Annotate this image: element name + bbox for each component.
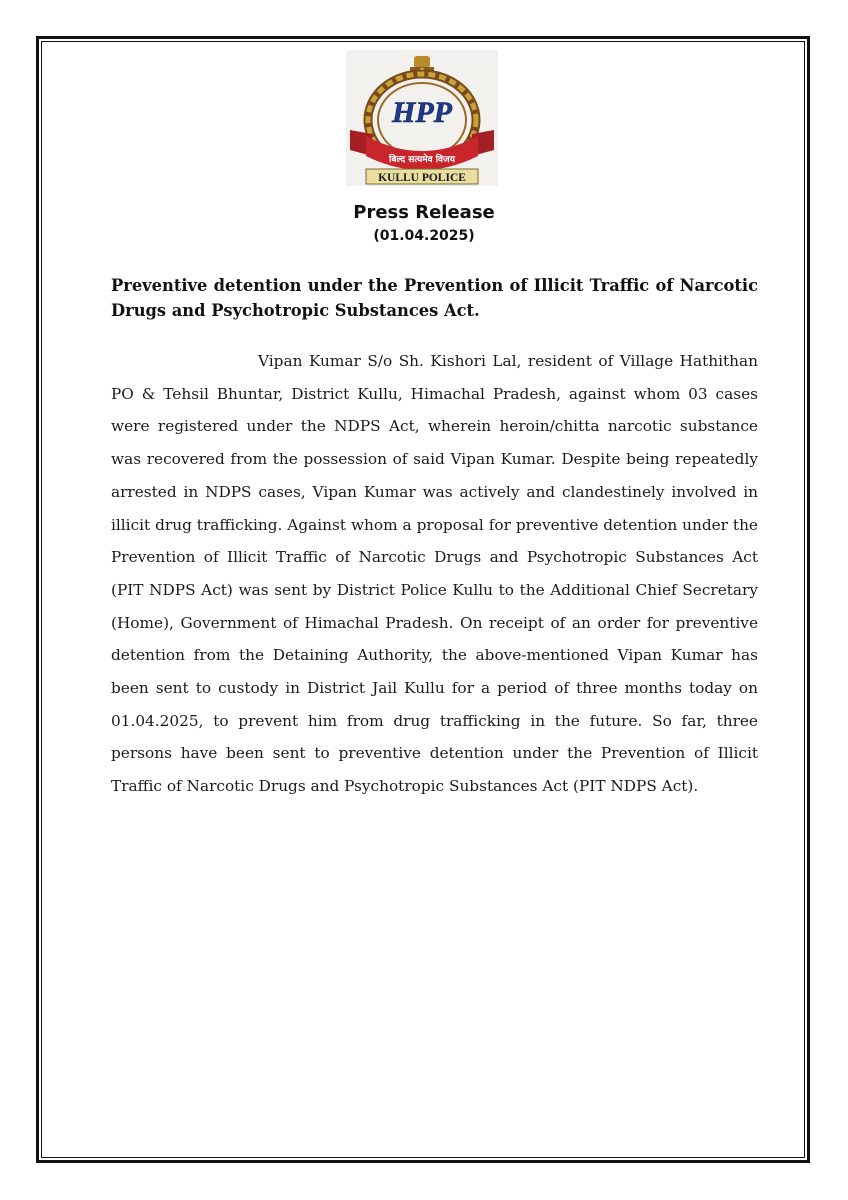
press-release-title: Press Release — [353, 202, 495, 223]
ribbon-motto-text: बिल्द सत्यमेव विजय — [389, 155, 455, 165]
kullu-police-logo — [346, 50, 498, 186]
press-release-date: (01.04.2025) — [373, 228, 475, 244]
logo-caption: KULLU POLICE — [378, 172, 466, 184]
body-paragraph: Vipan Kumar S/o Sh. Kishori Lal, resident of Village Hathithan PO & Tehsil Bhuntar, District Kullu, Himachal Pradesh, against whom 03 cases were registered under the NDPS Act, wherein heroin/chitta narcotic substance was recovered from the possession of said Vipan Kumar. Despite being repeatedly arrested in NDPS cases, Vipan Kumar was actively and clandestinely involved in illicit drug trafficking. Against whom a proposal for preventive detention under the Prevention of Illicit Traffic of Narcotic Drugs and Psychotropic Substances Act (PIT NDPS Act) was sent by District Police Kullu to the Additional Chief Secretary (Home), Government of Himachal Pradesh. On receipt of an order for preventive detention from the Detaining Authority, the above-mentioned Vipan Kumar has been sent to custody in District Jail Kullu for a period of three months today on 01.04.2025, to prevent him from drug trafficking in the future. So far, three persons have been sent to preventive detention under the Prevention of Illicit Traffic of Narcotic Drugs and Psychotropic Substances Act (PIT NDPS Act). — [111, 352, 758, 796]
logo-emblem-text: HPP — [392, 96, 452, 129]
headline: Preventive detention under the Prevention of Illicit Traffic of Narcotic Drugs and Psychotropic Substances Act. — [111, 276, 758, 320]
